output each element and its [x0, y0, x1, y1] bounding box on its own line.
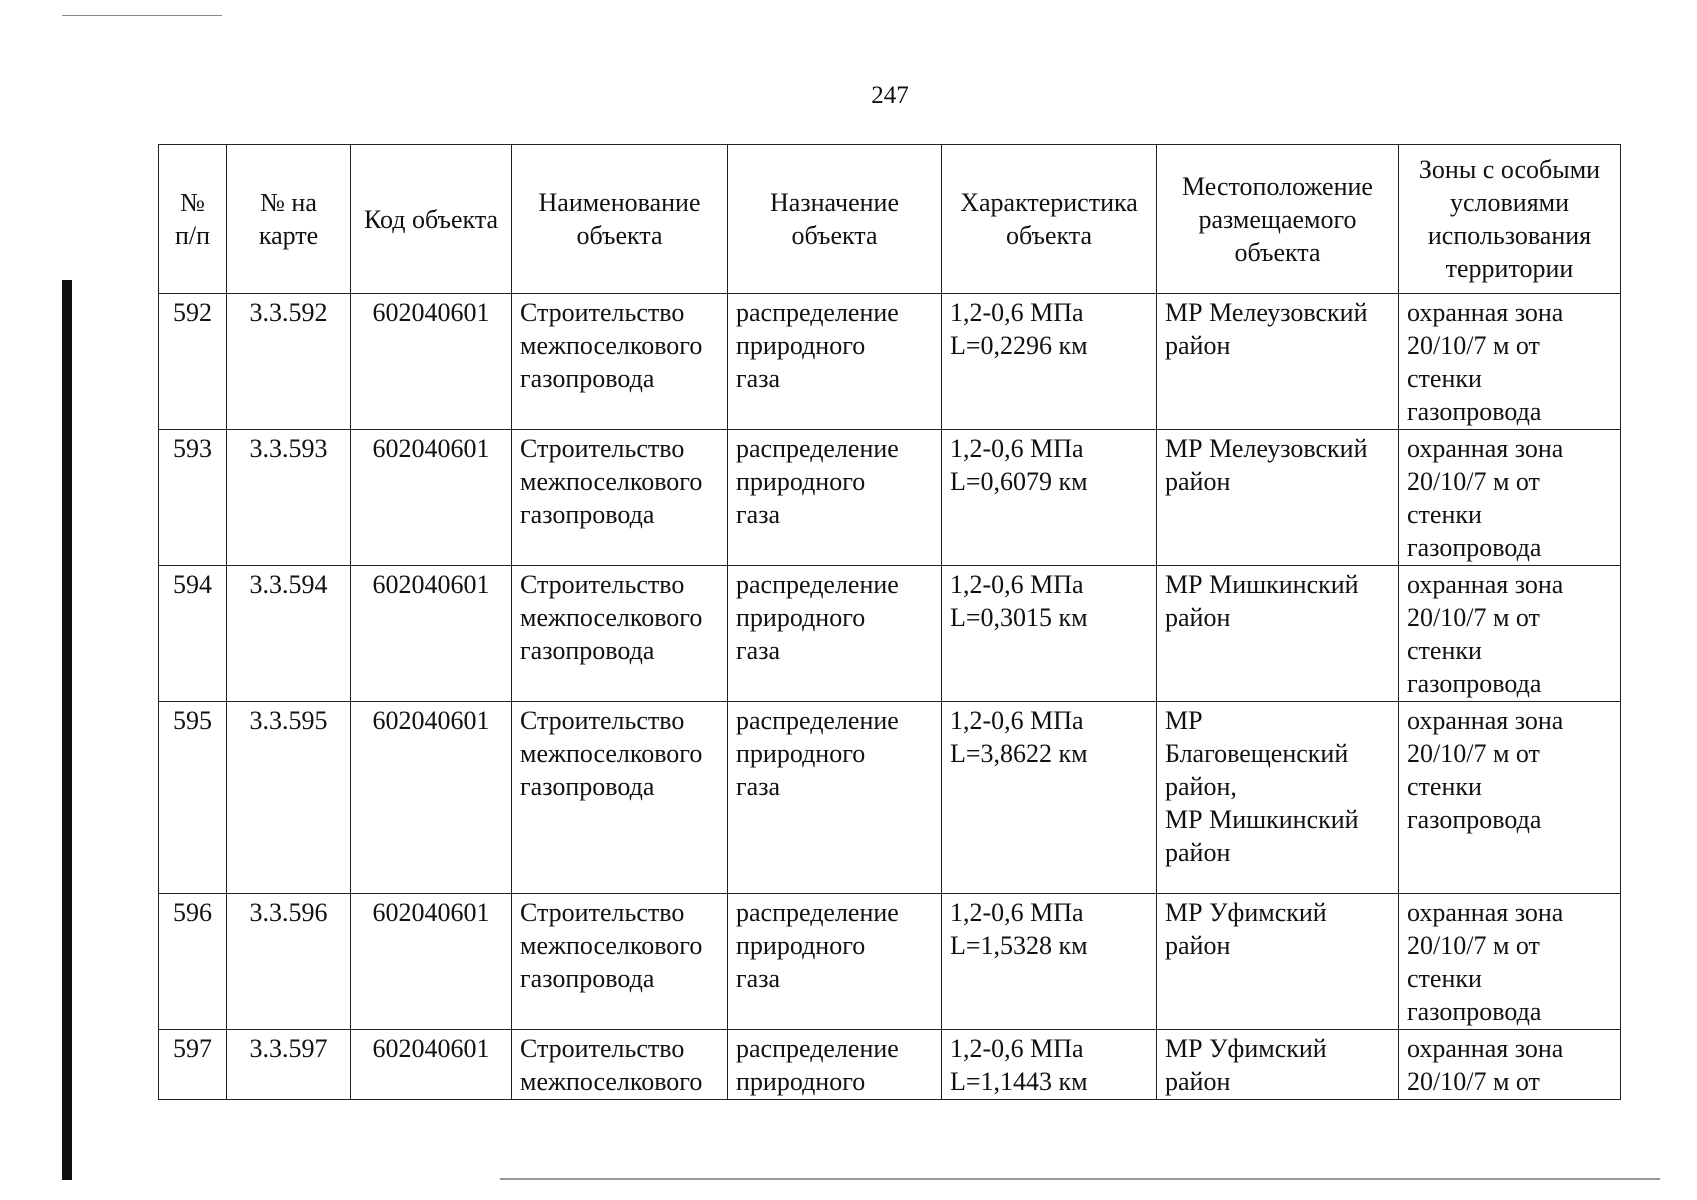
cell-map-no: 3.3.595 [227, 702, 351, 894]
cell-zones: охранная зона 20/10/7 м от стенки газопровода [1399, 894, 1621, 1030]
cell-code: 602040601 [351, 1030, 512, 1100]
header-code: Код объекта [351, 145, 512, 294]
cell-num: 596 [159, 894, 227, 1030]
cell-num: 593 [159, 430, 227, 566]
cell-code: 602040601 [351, 566, 512, 702]
cell-name: Строительство межпоселкового газопровода [512, 702, 728, 894]
cell-purpose: распределение природного газа [728, 894, 942, 1030]
scan-artifact-line [500, 1178, 1660, 1180]
cell-purpose: распределение природного газа [728, 566, 942, 702]
table-row [159, 1030, 1621, 1100]
cell-zones: охранная зона 20/10/7 м от стенки газопровода [1399, 566, 1621, 702]
table-header-row [159, 145, 1621, 294]
cell-location: МР Уфимский район [1157, 894, 1399, 1030]
cell-map-no: 3.3.592 [227, 294, 351, 430]
cell-map-no: 3.3.596 [227, 894, 351, 1030]
table-row [159, 294, 1621, 430]
header-characteristic: Характеристика объекта [942, 145, 1157, 294]
page-number: 247 [871, 82, 909, 109]
cell-characteristic: 1,2-0,6 МПа L=3,8622 км [942, 702, 1157, 894]
cell-num: 597 [159, 1030, 227, 1100]
cell-code: 602040601 [351, 702, 512, 894]
cell-map-no: 3.3.593 [227, 430, 351, 566]
cell-location: МР Благовещенский район, МР Мишкинский район [1157, 702, 1399, 894]
cell-location: МР Уфимский район [1157, 1030, 1399, 1100]
table-row [159, 894, 1621, 1030]
cell-num: 592 [159, 294, 227, 430]
cell-num: 594 [159, 566, 227, 702]
header-purpose: Назначение объекта [728, 145, 942, 294]
header-num: № п/п [159, 145, 227, 294]
header-zones: Зоны с особыми условиями использования территории [1399, 145, 1621, 294]
cell-characteristic: 1,2-0,6 МПа L=0,3015 км [942, 566, 1157, 702]
cell-num: 595 [159, 702, 227, 894]
cell-name: Строительство межпоселкового газопровода [512, 430, 728, 566]
cell-zones: охранная зона 20/10/7 м от стенки газопровода [1399, 702, 1621, 894]
objects-table [158, 144, 1621, 1100]
cell-map-no: 3.3.597 [227, 1030, 351, 1100]
cell-name: Строительство межпоселкового газопровода [512, 894, 728, 1030]
cell-zones: охранная зона 20/10/7 м от стенки газопровода [1399, 294, 1621, 430]
cell-location: МР Мелеузовский район [1157, 430, 1399, 566]
cell-code: 602040601 [351, 894, 512, 1030]
cell-name: Строительство межпоселкового газопровода [512, 566, 728, 702]
cell-zones: охранная зона 20/10/7 м от стенки газопровода [1399, 430, 1621, 566]
table-row [159, 566, 1621, 702]
table-row [159, 430, 1621, 566]
cell-characteristic: 1,2-0,6 МПа L=0,6079 км [942, 430, 1157, 566]
table-row [159, 702, 1621, 894]
cell-code: 602040601 [351, 430, 512, 566]
header-name: Наименование объекта [512, 145, 728, 294]
cell-name: Строительство межпоселкового [512, 1030, 728, 1100]
cell-name: Строительство межпоселкового газопровода [512, 294, 728, 430]
cell-location: МР Мишкинский район [1157, 566, 1399, 702]
cell-location: МР Мелеузовский район [1157, 294, 1399, 430]
cell-characteristic: 1,2-0,6 МПа L=1,1443 км [942, 1030, 1157, 1100]
scan-artifact-line [62, 15, 222, 16]
cell-zones: охранная зона 20/10/7 м от [1399, 1030, 1621, 1100]
cell-map-no: 3.3.594 [227, 566, 351, 702]
header-location: Местоположение размещаемого объекта [1157, 145, 1399, 294]
scan-artifact-edge [62, 280, 72, 1180]
cell-code: 602040601 [351, 294, 512, 430]
cell-purpose: распределение природного газа [728, 702, 942, 894]
cell-purpose: распределение природного газа [728, 294, 942, 430]
header-map-no: № на карте [227, 145, 351, 294]
cell-characteristic: 1,2-0,6 МПа L=0,2296 км [942, 294, 1157, 430]
cell-characteristic: 1,2-0,6 МПа L=1,5328 км [942, 894, 1157, 1030]
cell-purpose: распределение природного газа [728, 430, 942, 566]
cell-purpose: распределение природного [728, 1030, 942, 1100]
